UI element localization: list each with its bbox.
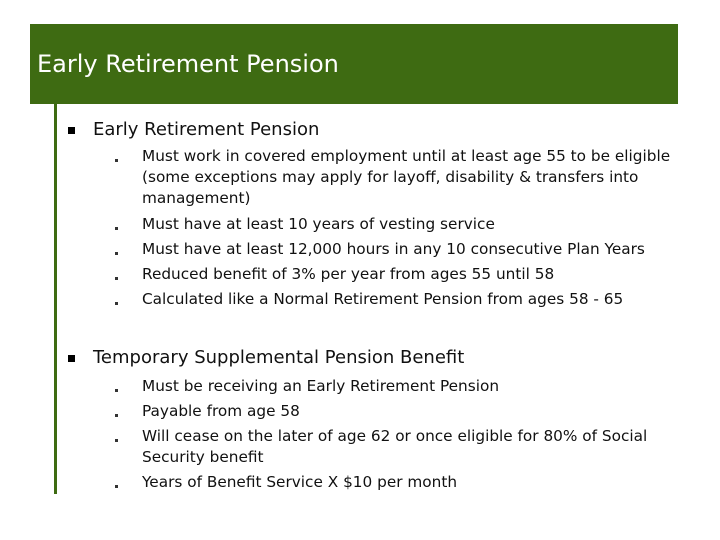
- bullet-dot-icon: [115, 252, 118, 255]
- list-item: [127, 239, 687, 260]
- list-item-text: Reduced benefit of 3% per year from ages 55 until 58: [142, 265, 555, 283]
- section-temporary-supplemental-list: [127, 376, 687, 497]
- list-item-text: Must work in covered employment until at least age 55 to be eligible (some exceptions may apply for layoff, disability & transfers into management): [142, 147, 671, 207]
- title-bar: [30, 24, 678, 104]
- list-item: [127, 146, 687, 209]
- list-item-text: Must have at least 12,000 hours in any 10 consecutive Plan Years: [142, 240, 645, 258]
- bullet-dot-icon: [115, 302, 118, 305]
- left-rule-divider: [54, 104, 57, 494]
- section-early-retirement-list: [127, 146, 687, 314]
- bullet-dot-icon: [115, 414, 118, 417]
- list-item: [127, 214, 687, 235]
- list-item-text: Must be receiving an Early Retirement Pension: [142, 377, 500, 395]
- list-item: [127, 472, 687, 493]
- list-item-text: Must have at least 10 years of vesting service: [142, 215, 495, 233]
- square-bullet-icon: [68, 355, 75, 362]
- list-item: [127, 264, 687, 285]
- bullet-dot-icon: [115, 389, 118, 392]
- list-item-text: Years of Benefit Service X $10 per month: [142, 473, 458, 491]
- section-heading-label: Early Retirement Pension: [93, 119, 320, 140]
- list-item: [127, 426, 687, 468]
- slide-title: Early Retirement Pension: [37, 50, 339, 78]
- list-item-text: Calculated like a Normal Retirement Pension from ages 58 - 65: [142, 290, 624, 308]
- section-heading-label: Temporary Supplemental Pension Benefit: [93, 347, 465, 368]
- list-item: [127, 289, 687, 310]
- bullet-dot-icon: [115, 227, 118, 230]
- list-item: [127, 376, 687, 397]
- bullet-dot-icon: [115, 159, 118, 162]
- bullet-dot-icon: [115, 277, 118, 280]
- bullet-dot-icon: [115, 485, 118, 488]
- square-bullet-icon: [68, 127, 75, 134]
- list-item: [127, 401, 687, 422]
- bullet-dot-icon: [115, 439, 118, 442]
- list-item-text: Payable from age 58: [142, 402, 300, 420]
- list-item-text: Will cease on the later of age 62 or once eligible for 80% of Social Security benefit: [142, 427, 648, 466]
